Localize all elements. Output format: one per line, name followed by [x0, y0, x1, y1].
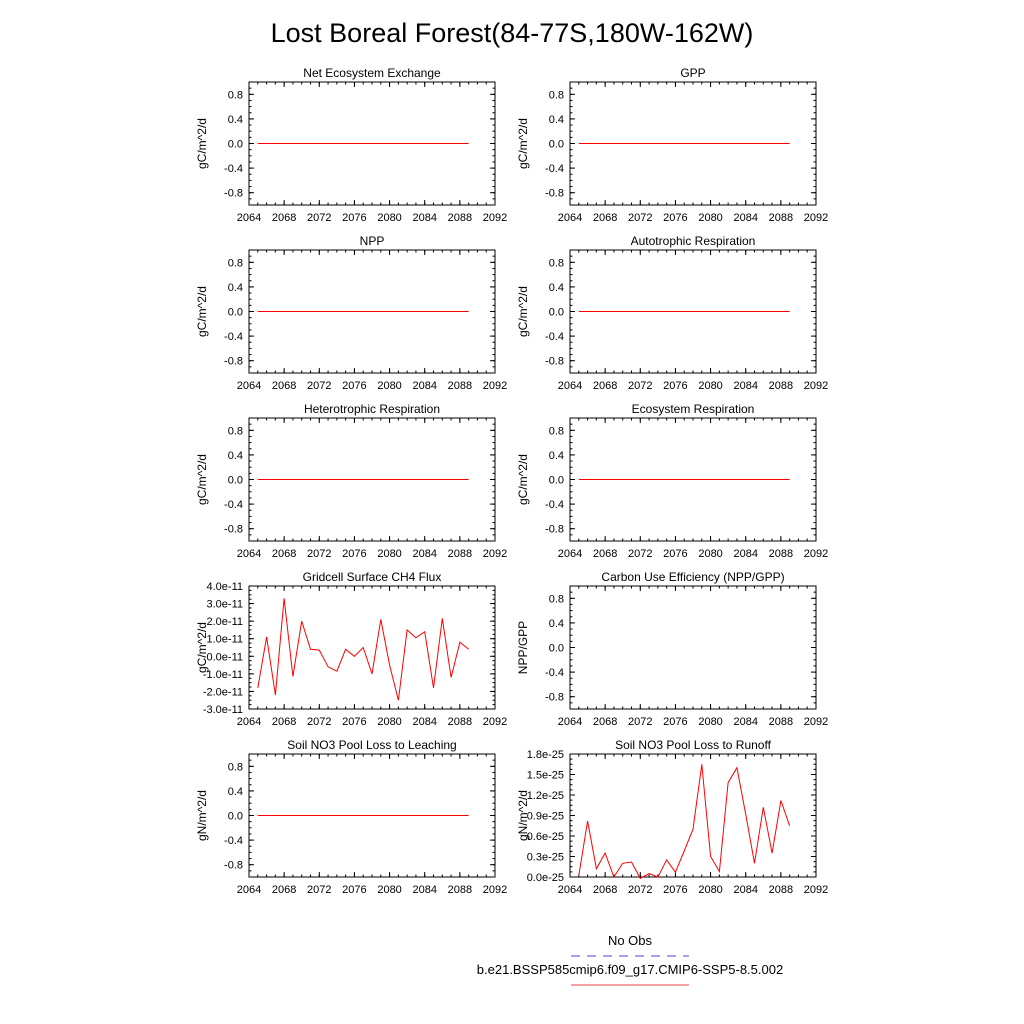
y-axis-label: gC/m^2/d — [195, 286, 209, 337]
y-tick-label: 0.0 — [548, 474, 564, 487]
y-tick-label: -0.8 — [545, 187, 564, 200]
y-tick-label: -0.4 — [545, 667, 564, 680]
panel — [195, 570, 507, 728]
y-tick-label: 0.4 — [227, 281, 243, 294]
panel-title: NPP — [359, 234, 385, 248]
y-axis-label: gC/m^2/d — [195, 118, 209, 169]
y-tick-label: -0.4 — [224, 163, 243, 176]
y-tick-label: -0.4 — [224, 331, 243, 344]
x-tick-label: 2080 — [698, 548, 723, 560]
x-tick-label: 2088 — [768, 884, 794, 896]
y-tick-label: 1.8e-25 — [526, 749, 564, 761]
y-tick-label: 0.0 — [227, 810, 243, 823]
x-tick-label: 2064 — [236, 884, 262, 896]
x-tick-label: 2068 — [592, 884, 618, 896]
x-tick-label: 2064 — [557, 380, 583, 392]
panel — [195, 402, 507, 560]
y-tick-label: -0.8 — [224, 859, 243, 872]
x-tick-label: 2088 — [447, 380, 473, 392]
y-tick-label: -0.4 — [224, 835, 243, 848]
x-tick-label: 2080 — [698, 380, 723, 392]
x-tick-label: 2088 — [768, 212, 794, 224]
legend-label-model: b.e21.BSSP585cmip6.f09_g17.CMIP6-SSP5-8.5.002 — [476, 962, 784, 977]
y-tick-label: 0.8 — [548, 257, 564, 270]
x-tick-label: 2092 — [482, 380, 508, 392]
x-tick-label: 2072 — [628, 380, 653, 392]
panel — [195, 234, 507, 392]
y-tick-label: 0.4 — [548, 281, 564, 294]
panel — [516, 234, 828, 392]
x-tick-label: 2088 — [447, 716, 473, 728]
x-tick-label: 2092 — [803, 548, 829, 560]
panel-title: Net Ecosystem Exchange — [303, 66, 441, 80]
x-tick-label: 2076 — [342, 380, 367, 392]
y-axis-label: gN/m^2/d — [516, 790, 530, 841]
x-tick-label: 2064 — [236, 380, 262, 392]
y-tick-label: 0.0 — [548, 138, 564, 151]
x-tick-label: 2076 — [663, 548, 688, 560]
x-tick-label: 2064 — [557, 212, 583, 224]
panel-title: Soil NO3 Pool Loss to Runoff — [615, 738, 771, 752]
x-tick-label: 2084 — [733, 716, 758, 728]
x-tick-label: 2088 — [447, 548, 473, 560]
x-tick-label: 2076 — [342, 548, 367, 560]
y-axis-label: gN/m^2/d — [195, 790, 209, 841]
panels — [195, 66, 828, 896]
x-tick-label: 2080 — [698, 212, 723, 224]
panel-title: Soil NO3 Pool Loss to Leaching — [287, 738, 457, 752]
y-axis-label: NPP/GPP — [516, 620, 530, 675]
x-tick-label: 2068 — [592, 212, 618, 224]
y-axis-label: gC/m^2/d — [516, 454, 530, 505]
x-tick-label: 2084 — [733, 548, 758, 560]
y-tick-label: 0.6e-25 — [526, 831, 564, 843]
x-tick-label: 2068 — [592, 548, 618, 560]
x-tick-label: 2068 — [271, 548, 297, 560]
y-tick-label: -0.8 — [224, 187, 243, 200]
y-tick-label: 0.8 — [227, 257, 243, 270]
y-tick-label: -0.4 — [545, 163, 564, 176]
x-tick-label: 2064 — [236, 548, 262, 560]
y-tick-label: 0.0e-11 — [206, 651, 243, 664]
panel — [516, 738, 828, 896]
x-tick-label: 2072 — [307, 548, 332, 560]
y-tick-label: 0.0 — [548, 306, 564, 319]
x-tick-label: 2092 — [803, 716, 829, 728]
x-tick-label: 2076 — [342, 716, 367, 728]
x-tick-label: 2068 — [271, 380, 297, 392]
y-axis-label: gC/m^2/d — [516, 286, 530, 337]
x-tick-label: 2080 — [377, 380, 402, 392]
x-tick-label: 2080 — [377, 212, 402, 224]
x-tick-label: 2072 — [628, 716, 653, 728]
panel — [516, 402, 828, 560]
plot-frame — [570, 586, 816, 709]
x-tick-label: 2072 — [307, 884, 332, 896]
panel — [195, 738, 507, 896]
legend-label-obs: No Obs — [607, 933, 653, 948]
x-tick-label: 2084 — [733, 212, 758, 224]
y-tick-label: 3.0e-11 — [206, 598, 243, 611]
x-tick-label: 2092 — [482, 884, 508, 896]
x-tick-label: 2076 — [663, 212, 688, 224]
y-tick-label: 0.4 — [548, 113, 564, 126]
x-tick-label: 2088 — [768, 548, 794, 560]
y-tick-label: -0.4 — [545, 499, 564, 512]
x-tick-label: 2064 — [236, 212, 262, 224]
y-tick-label: 0.8 — [548, 593, 564, 606]
x-tick-label: 2092 — [482, 548, 508, 560]
x-tick-label: 2072 — [307, 716, 332, 728]
x-tick-label: 2064 — [236, 716, 262, 728]
x-tick-label: 2068 — [271, 716, 297, 728]
y-tick-label: 0.8 — [227, 761, 243, 774]
x-tick-label: 2072 — [628, 212, 653, 224]
x-tick-label: 2088 — [768, 380, 794, 392]
y-tick-label: 0.8 — [227, 425, 243, 438]
series-line — [579, 764, 790, 878]
y-tick-label: 0.0 — [548, 642, 564, 655]
y-axis-label: gC/m^2/d — [516, 118, 530, 169]
x-tick-label: 2092 — [482, 212, 508, 224]
y-tick-label: 1.2e-25 — [526, 790, 564, 802]
panel-title: Carbon Use Efficiency (NPP/GPP) — [601, 570, 785, 584]
y-tick-label: -0.8 — [545, 691, 564, 704]
y-tick-label: 0.9e-25 — [526, 810, 564, 823]
y-tick-label: -3.0e-11 — [202, 704, 243, 716]
y-tick-label: -0.8 — [545, 523, 564, 536]
panel — [195, 66, 507, 224]
x-tick-label: 2076 — [663, 716, 688, 728]
x-tick-label: 2092 — [482, 716, 508, 728]
y-tick-label: 0.0e-25 — [526, 872, 564, 884]
panel — [516, 570, 828, 728]
y-tick-label: 0.4 — [227, 113, 243, 126]
x-tick-label: 2084 — [412, 716, 437, 728]
x-tick-label: 2068 — [271, 884, 297, 896]
x-tick-label: 2072 — [307, 380, 332, 392]
y-tick-label: 0.4 — [548, 449, 564, 462]
y-tick-label: -0.4 — [545, 331, 564, 344]
series-line — [258, 598, 469, 700]
x-tick-label: 2084 — [412, 548, 437, 560]
x-tick-label: 2064 — [557, 884, 583, 896]
x-tick-label: 2080 — [377, 716, 402, 728]
y-tick-label: -0.4 — [224, 499, 243, 512]
legend — [477, 933, 783, 985]
x-tick-label: 2076 — [663, 380, 688, 392]
y-tick-label: 4.0e-11 — [206, 581, 243, 593]
panel-title: GPP — [680, 66, 706, 80]
x-tick-label: 2064 — [557, 548, 583, 560]
x-tick-label: 2068 — [592, 716, 618, 728]
y-tick-label: 0.8 — [548, 425, 564, 438]
y-tick-label: -0.8 — [545, 355, 564, 368]
y-tick-label: 1.5e-25 — [526, 769, 564, 782]
x-tick-label: 2068 — [271, 212, 297, 224]
panel-title: Heterotrophic Respiration — [303, 402, 441, 416]
y-tick-label: 0.0 — [227, 306, 243, 319]
x-tick-label: 2092 — [803, 884, 829, 896]
panel-title: Ecosystem Respiration — [631, 402, 755, 416]
y-tick-label: -0.8 — [224, 523, 243, 536]
x-tick-label: 2080 — [377, 548, 402, 560]
figure-title: Lost Boreal Forest(84-77S,180W-162W) — [270, 18, 754, 48]
x-tick-label: 2084 — [412, 212, 437, 224]
x-tick-label: 2068 — [592, 380, 618, 392]
y-axis-label: gC/m^2/d — [195, 454, 209, 505]
y-tick-label: 0.4 — [227, 785, 243, 798]
y-tick-label: 0.3e-25 — [526, 851, 564, 864]
y-tick-label: 0.0 — [227, 474, 243, 487]
x-tick-label: 2092 — [803, 212, 829, 224]
panel-title: Gridcell Surface CH4 Flux — [302, 570, 442, 584]
x-tick-label: 2072 — [628, 884, 653, 896]
y-tick-label: 0.4 — [548, 617, 564, 630]
x-tick-label: 2064 — [557, 716, 583, 728]
panel-title: Autotrophic Respiration — [630, 234, 756, 248]
x-tick-label: 2076 — [663, 884, 688, 896]
x-tick-label: 2088 — [447, 212, 473, 224]
y-tick-label: 2.0e-11 — [206, 616, 243, 629]
y-axis-label: gC/m^2/d — [195, 622, 209, 673]
x-tick-label: 2076 — [342, 212, 367, 224]
x-tick-label: 2084 — [412, 380, 437, 392]
x-tick-label: 2080 — [698, 716, 723, 728]
x-tick-label: 2088 — [447, 884, 473, 896]
x-tick-label: 2080 — [377, 884, 402, 896]
x-tick-label: 2072 — [628, 548, 653, 560]
y-tick-label: -2.0e-11 — [202, 686, 243, 699]
y-tick-label: 0.8 — [227, 89, 243, 102]
y-tick-label: 1.0e-11 — [206, 633, 243, 646]
y-tick-label: 0.8 — [548, 89, 564, 102]
x-tick-label: 2084 — [412, 884, 437, 896]
y-tick-label: 0.4 — [227, 449, 243, 462]
panel — [516, 66, 828, 224]
y-tick-label: 0.0 — [227, 138, 243, 151]
x-tick-label: 2092 — [803, 380, 829, 392]
x-tick-label: 2084 — [733, 884, 758, 896]
x-tick-label: 2084 — [733, 380, 758, 392]
y-tick-label: -1.0e-11 — [202, 668, 243, 681]
y-tick-label: -0.8 — [224, 355, 243, 368]
x-tick-label: 2076 — [342, 884, 367, 896]
x-tick-label: 2088 — [768, 716, 794, 728]
x-tick-label: 2080 — [698, 884, 723, 896]
x-tick-label: 2072 — [307, 212, 332, 224]
